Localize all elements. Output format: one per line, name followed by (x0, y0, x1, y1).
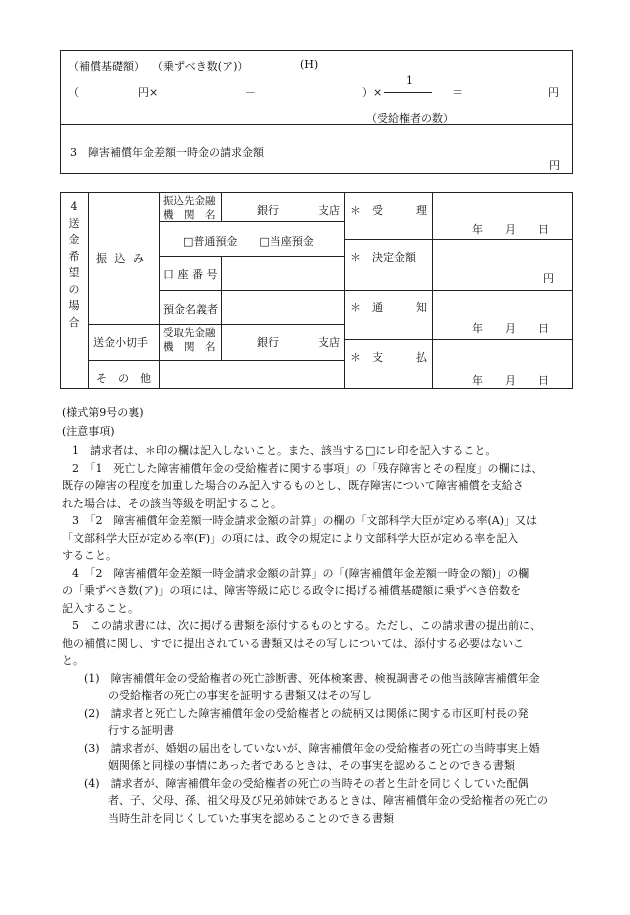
branch-label: 支店 (318, 204, 340, 217)
star-received: ＊ 受 理 (350, 204, 427, 217)
note-line: の受給権者の死亡の事実を証明する書類又はその写し (108, 689, 372, 702)
recv-bank-line2: 機 関 名 (163, 341, 216, 354)
note-line: (3) 請求者が、婚姻の届出をしていないが、障害補償年金の受給権者の死亡の当時事実上婚 (84, 741, 540, 755)
calc-divider (60, 124, 573, 125)
note-line: (4) 請求者が、障害補償年金の受給権者の死亡の当時その者と生計を同じくしていた配偶 (84, 776, 529, 790)
table-vline (221, 256, 222, 360)
table-vline (221, 192, 222, 221)
kogitte-label: 送金小切手 (93, 336, 148, 349)
section3-title: 3 障害補償年金差額一時金の請求金額 (70, 146, 264, 159)
table-hline (88, 324, 344, 325)
furikomi-label: 振 込 み (96, 252, 146, 265)
paid-date: 年 月 日 (472, 374, 549, 387)
denominator-note: （受給権者の数） (366, 112, 454, 125)
note-line: れた場合は、その該当等級を明記すること。 (62, 496, 282, 510)
note-line: 4 「2 障害補償年金差額一時金請求金額の計算」の「(障害補償年金差額一時金の額)」の欄 (72, 566, 530, 580)
table-hline (159, 256, 344, 257)
times-close: ）× (362, 86, 383, 99)
note-line: 他の補償に関し、すでに提出されている書類又はその写しについては、添付する必要はないこ (62, 636, 525, 650)
section3-unit: 円 (549, 159, 560, 172)
bank-dest-label (163, 194, 216, 222)
equals-sign: ＝ (452, 86, 463, 99)
bank-dest-line2: 機 関 名 (163, 209, 216, 222)
table-hline (344, 339, 573, 340)
note-line: 者、子、父母、孫、祖父母及び兄弟姉妹であるときは、障害補償年金の受給権者の死亡の (108, 794, 548, 807)
recv-bank-label (163, 326, 216, 354)
recv-branch-label: 支店 (318, 336, 340, 349)
label-h: (H) (300, 58, 319, 71)
notes-list (0, 442, 630, 827)
note-line: 記入すること。 (62, 601, 139, 615)
yen-result: 円 (548, 86, 559, 99)
star-decided-amount: ＊ 決定金額 (350, 251, 416, 264)
note-line: 3 「2 障害補償年金差額一時金請求金額の計算」の欄の「文部科学大臣が定める率(A)」又は (72, 514, 538, 527)
fraction-bar (384, 92, 432, 93)
table-hline (88, 360, 344, 361)
other-label: そ の 他 (96, 372, 151, 385)
note-line: (1) 障害補償年金の受給権者の死亡診断書、死体検案書、検視調書その他当該障害補償年金 (84, 671, 540, 685)
star-notice: ＊ 通 知 (350, 301, 427, 314)
minus-sign: － (245, 86, 256, 99)
paren-open: （ (68, 86, 79, 99)
note-line: 2 「1 死亡した障害補償年金の受給権者に関する事項」の「残存障害とその程度」の欄には、 (72, 461, 543, 475)
note-line: 行する証明書 (108, 724, 174, 737)
notes-title: (注意事項) (62, 425, 115, 438)
table-hline (344, 290, 573, 291)
account-number-label: 口 座 番 号 (163, 268, 218, 281)
received-date: 年 月 日 (472, 223, 549, 236)
note-line: 5 この請求書には、次に掲げる書類を添付するものとする。ただし、この請求書の提出前に、 (72, 619, 541, 632)
note-line: (2) 請求者と死亡した障害補償年金の受給権者との続柄又は関係に関する市区町村長の発 (84, 706, 529, 720)
note-line: 当時生計を同じくしていた事実を認めることのできる書類 (108, 811, 394, 825)
bank-label: 銀行 (257, 204, 279, 217)
table-hline (159, 290, 344, 291)
form-reference: (様式第9号の裏) (62, 406, 144, 419)
label-base-amount: （補償基礎額） (68, 60, 145, 73)
remittance-side-label: 4送金希望の場合 (68, 200, 80, 329)
bank-dest-line1: 振込先金融 (163, 195, 216, 207)
note-line: 1 請求者は、＊印の欄は記入しないこと。また、該当する□にレ印を記入すること。 (72, 444, 497, 457)
fraction-numerator: 1 (406, 74, 413, 87)
note-line: すること。 (62, 549, 117, 562)
account-holder-label: 預金名義者 (163, 303, 218, 316)
note-line: 既存の障害の程度を加重した場合のみ記入するものとし、既存障害について障害補償を支給さ (62, 479, 524, 492)
account-type-checkboxes[interactable]: □普通預金 □当座預金 (183, 235, 314, 248)
notice-date: 年 月 日 (472, 322, 549, 335)
note-line: の「乗ずべき数(ア)」の項には、障害等級に応じる政令に掲げる補償基礎額に乗ずべき倍数を (62, 584, 522, 597)
note-line: 姻関係と同様の事情にあった者であるときは、その事実を認めることのできる書類 (108, 759, 515, 772)
yen-times: 円× (138, 86, 159, 99)
table-hline (344, 239, 573, 240)
star-paid: ＊ 支 払 (350, 351, 427, 364)
recv-bank-line1: 受取先金融 (163, 327, 216, 339)
note-line: 「文部科学大臣が定める率(F)」の項には、政令の規定により文部科学大臣が定める率を記入 (62, 531, 519, 545)
label-multiplier: （乗ずべき数(ア)） (152, 60, 249, 73)
note-line: と。 (62, 654, 84, 667)
decided-yen: 円 (543, 272, 554, 285)
recv-bank-label: 銀行 (257, 336, 279, 349)
